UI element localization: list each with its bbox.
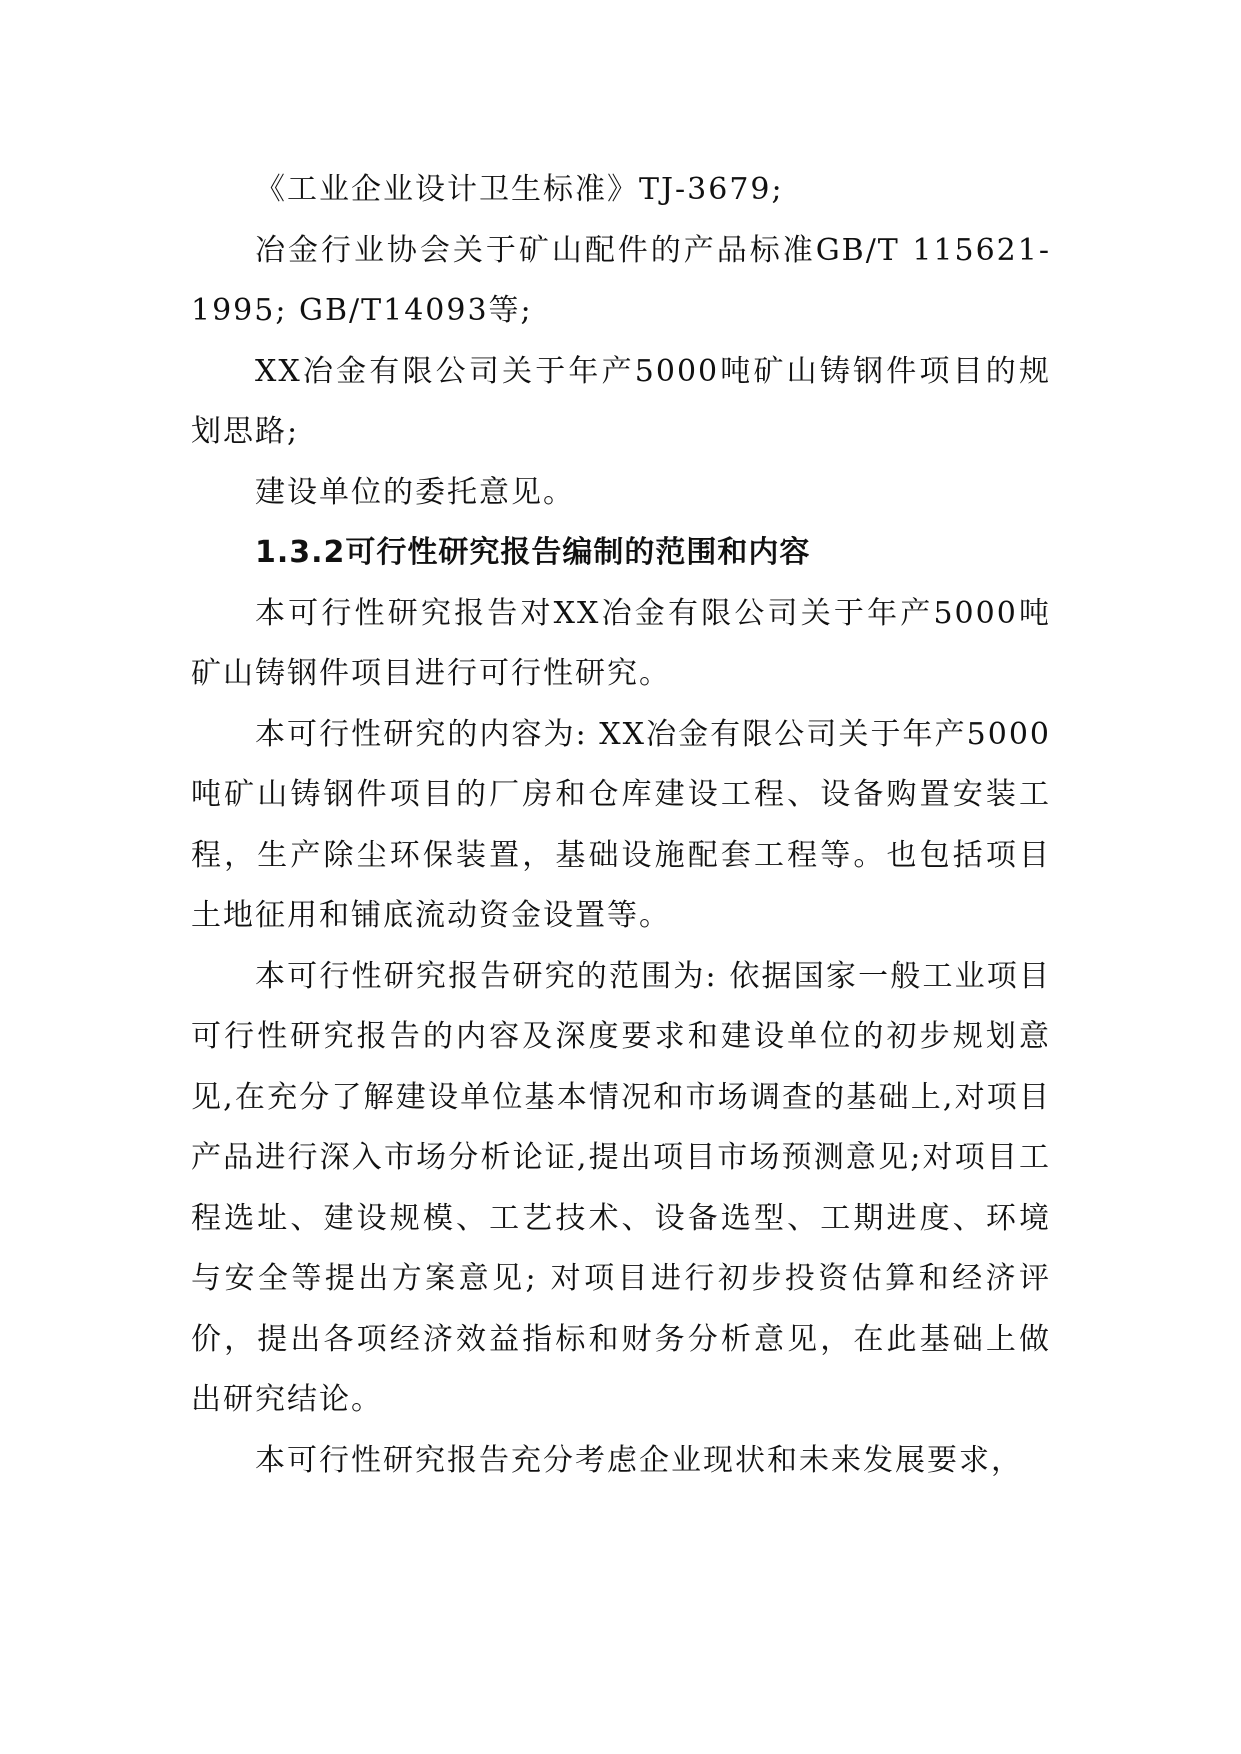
paragraph-commission-opinion: 建设单位的委托意见。	[255, 474, 575, 510]
paragraph-study-object: 本可行性研究报告对XX冶金有限公司关于年产5000吨矿山铸钢件项目进行可行性研究。	[191, 595, 1051, 691]
paragraph-planning-ideas: XX冶金有限公司关于年产5000吨矿山铸钢件项目的规划思路;	[191, 353, 1051, 449]
paragraph-hygiene-standard: 《工业企业设计卫生标准》TJ-3679;	[255, 172, 784, 207]
document-body	[191, 160, 1051, 1491]
paragraph-study-content: 本可行性研究的内容为: XX冶金有限公司关于年产5000吨矿山铸钢件项目的厂房和仓库建设工程、设备购置安装工程，生产除尘环保装置，基础设施配套工程等。也包括项目土地征用和铺底流动资金设置等。	[191, 716, 1051, 933]
paragraph-product-standard: 冶金行业协会关于矿山配件的产品标准GB/T 115621-1995; GB/T14093等;	[191, 232, 1051, 328]
paragraph-study-scope: 本可行性研究报告研究的范围为: 依据国家一般工业项目可行性研究报告的内容及深度要求和建设单位的初步规划意见,在充分了解建设单位基本情况和市场调查的基础上,对项目产品进行深入市场分析论证,提出项目市场预测意见;对项目工程选址、建设规模、工艺技术、设备选型、工期进度、环境与安全等提出方案意见; 对项目进行初步投资估算和经济评价，提出各项经济效益指标和财务分析意见，在此基础上做出研究结论。	[191, 958, 1051, 1417]
paragraph-considerations: 本可行性研究报告充分考虑企业现状和未来发展要求，	[255, 1442, 1023, 1478]
section-heading: 1.3.2可行性研究报告编制的范围和内容	[255, 535, 811, 570]
